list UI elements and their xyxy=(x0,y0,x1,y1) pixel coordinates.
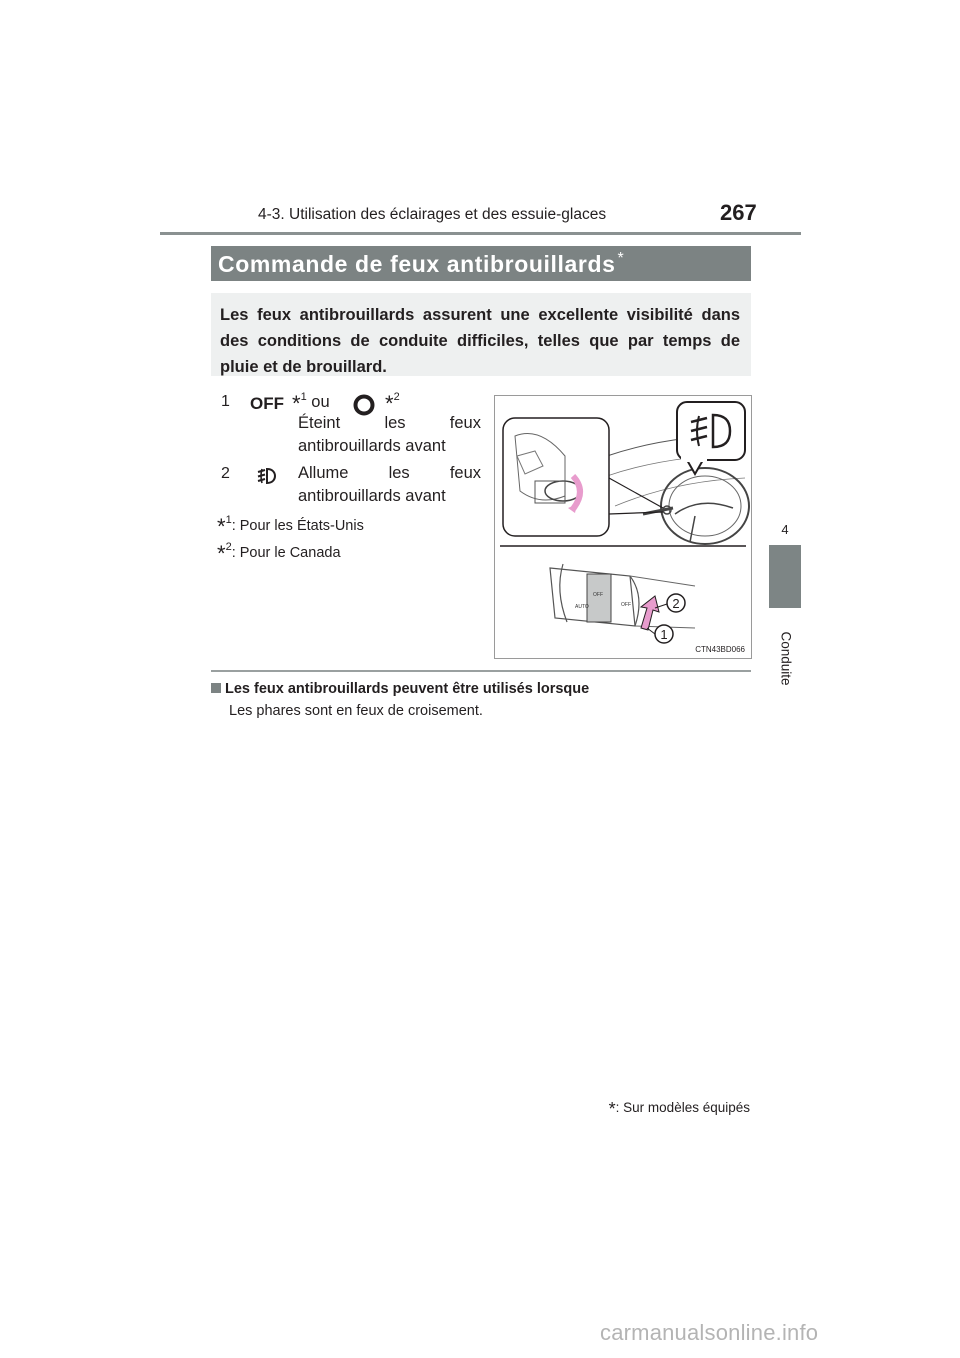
footnote-2: *$^2$: Pour le Canada xyxy=(217,541,341,566)
asterisk-marker: * xyxy=(292,391,301,416)
figure-code: CTN43BD066 xyxy=(695,645,745,654)
marker-2: 2 xyxy=(393,391,400,403)
front-fog-light-icon xyxy=(255,464,279,488)
header-rule xyxy=(160,232,801,235)
section-title xyxy=(218,250,624,278)
note-heading: Les feux antibrouillards peuvent être utilisés lorsque xyxy=(211,681,589,697)
title-asterisk: * xyxy=(617,250,625,267)
switch-label-auto: AUTO xyxy=(575,604,589,610)
item-1-line1: Éteint les feux xyxy=(298,414,481,432)
item-2-line1: Allume les feux xyxy=(298,464,481,482)
or-text: ou xyxy=(311,393,330,411)
switch-label-off-2: OFF xyxy=(621,602,631,608)
item-1-line2: antibrouillards avant xyxy=(298,437,446,455)
intro-text: Les feux antibrouillards assurent une excellente visibilité dans des conditions de conduite difficiles, telles que par temps de pluie et de brouillard. xyxy=(220,306,740,376)
watermark: carmanualsonline.info xyxy=(600,1320,819,1345)
switch-label-off: OFF xyxy=(593,592,603,598)
asterisk-marker-2: * xyxy=(385,391,394,416)
footnote-1: *$^1$: Pour les États-Unis xyxy=(217,514,364,539)
item-number-1: 1 xyxy=(221,393,230,410)
fog-light-switch-illustration xyxy=(494,395,752,659)
figure-callout-1: 1 xyxy=(660,627,668,642)
note-square-icon xyxy=(211,683,221,693)
illustration-svg xyxy=(495,396,751,658)
note-body: Les phares sont en feux de croisement. xyxy=(229,703,483,719)
off-symbol: OFF xyxy=(250,394,284,413)
page-number: 267 xyxy=(720,200,757,225)
figure-callout-2: 2 xyxy=(672,596,680,611)
marker-1: 1 xyxy=(300,391,307,403)
chapter-tab xyxy=(769,545,801,608)
item-2-line2: antibrouillards avant xyxy=(298,487,446,505)
item-number-2: 2 xyxy=(221,465,230,482)
section-title-text: Commande de feux antibrouillards xyxy=(218,251,616,277)
running-header-section: 4-3. Utilisation des éclairages et des essuie-glaces xyxy=(258,206,607,223)
section-rule xyxy=(211,670,751,672)
equipped-models-note: *: Sur modèles équipés xyxy=(608,1099,750,1119)
equipped-asterisk: * xyxy=(608,1099,616,1119)
chapter-tab-number: 4 xyxy=(781,522,789,537)
chapter-tab-label: Conduite xyxy=(778,631,794,686)
